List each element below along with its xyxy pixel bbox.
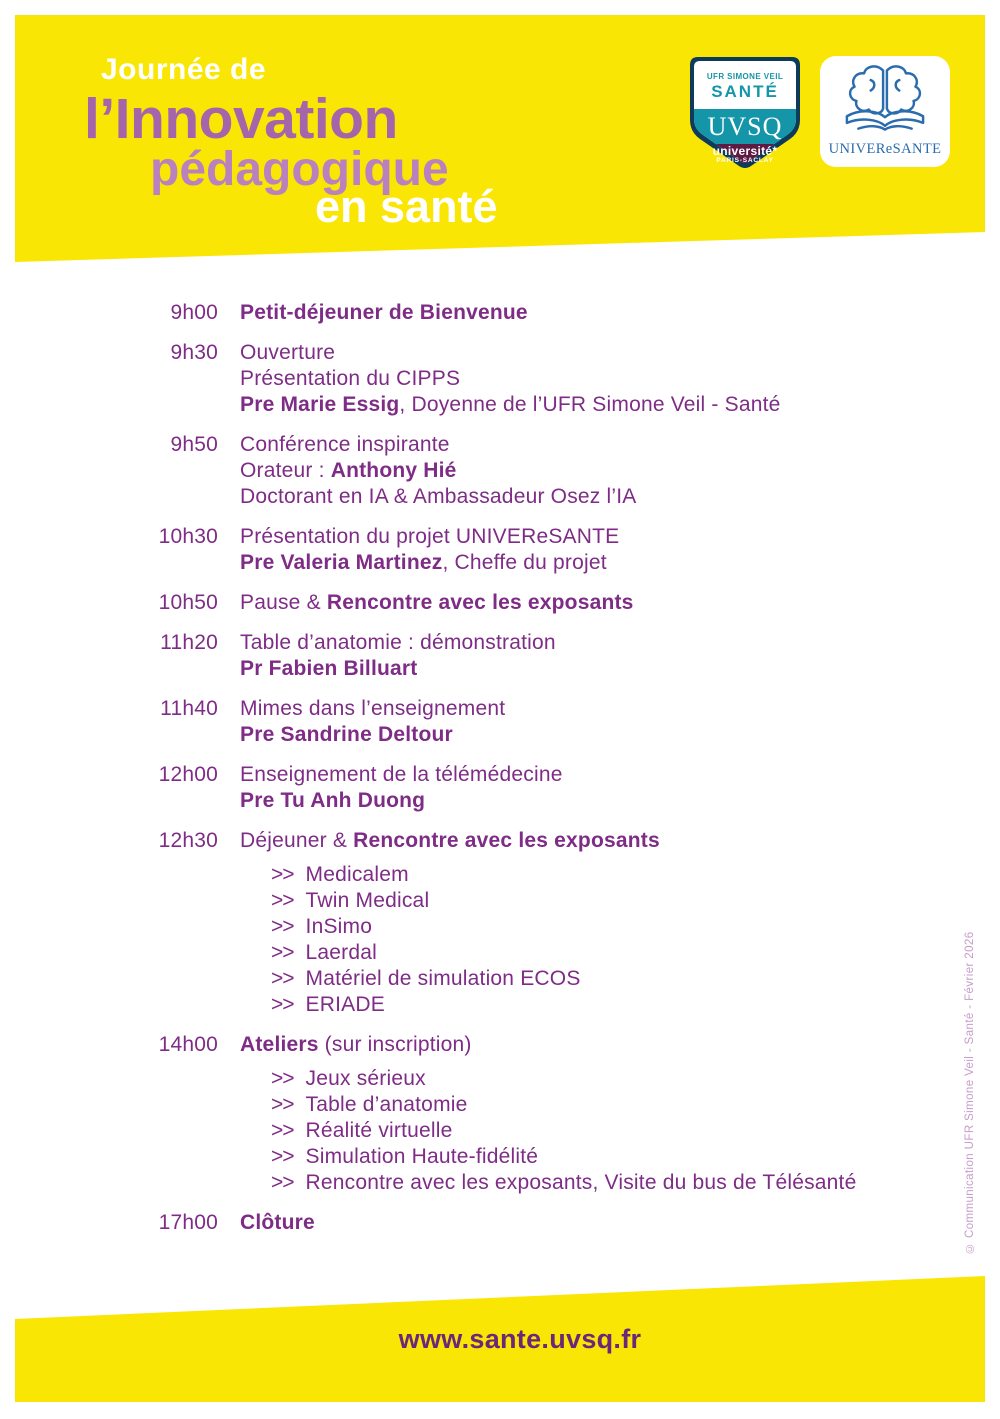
bullet-text: InSimo [305,915,373,938]
schedule-line [240,300,970,326]
schedule-line [240,550,970,576]
credit-vertical-text: © Communication UFR Simone Veil - Santé - Février 2026 [964,931,976,1254]
schedule-text-bold: Pre Valeria Martinez [240,551,443,574]
schedule-bullet-item [240,1066,970,1092]
schedule-time: 10h50 [158,591,218,614]
uvsq-sante-label: SANTÉ [711,82,779,101]
schedule-line [240,696,970,722]
schedule-line [240,340,970,366]
schedule-text: Mimes dans l’enseignement [240,697,506,720]
schedule-entry-content [240,300,970,326]
schedule-text: Déjeuner & [240,829,354,852]
schedule-entry [140,340,970,418]
schedule-entry-content [240,1032,970,1196]
schedule-text-bold: Pre Sandrine Deltour [240,723,453,746]
schedule-text: Enseignement de la télémédecine [240,763,563,786]
bullet-text: Réalité virtuelle [305,1119,453,1142]
schedule-entry-content [240,340,970,418]
double-chevron-icon: >> [271,967,294,990]
schedule-text: Doctorant en IA & Ambassadeur Osez l’IA [240,485,637,508]
bullet-text: ERIADE [305,993,385,1016]
schedule-bullet-item [240,1170,970,1196]
schedule-text: Orateur : [240,459,331,482]
uvsq-paris-saclay-label: PARIS-SACLAY [716,157,774,164]
double-chevron-icon: >> [271,993,294,1016]
schedule-text-bold: Rencontre avec les exposants [326,591,634,614]
schedule-text: , Doyenne de l’UFR Simone Veil - Santé [399,393,781,416]
schedule-bullet-group [240,1066,970,1196]
schedule-entry-content [240,524,970,576]
schedule-bullet-item [240,914,970,940]
schedule-line [240,392,970,418]
schedule-time: 9h50 [170,433,218,456]
schedule-bullet-item [240,940,970,966]
schedule-line [240,762,970,788]
schedule-time: 9h30 [170,341,218,364]
title-line-pedagogique: pédagogique [150,143,449,196]
schedule-text-bold: Pre Marie Essig [240,393,400,416]
double-chevron-icon: >> [271,1145,294,1168]
schedule-time: 11h20 [160,631,218,654]
uvsq-ufr-simone-veil-label: UFR SIMONE VEIL [706,72,784,81]
schedule-entry-content [240,432,970,510]
double-chevron-icon: >> [271,1119,294,1142]
title-line-en-sante: en santé [315,181,498,232]
schedule-time: 11h40 [160,697,218,720]
schedule-bullet-item [240,888,970,914]
title-line-journee-de: Journée de [101,53,267,86]
uvsq-logo [690,57,800,172]
double-chevron-icon: >> [271,1171,294,1194]
schedule-bullet-item [240,1144,970,1170]
schedule-text: Pause & [240,591,327,614]
schedule-text: Ouverture [240,341,336,364]
bullet-text: Table d’anatomie [305,1093,468,1116]
uvsq-acronym-label: UVSQ [707,112,783,141]
brain-book-icon [839,61,931,141]
schedule-text-bold: Clôture [240,1211,315,1234]
schedule-line [240,1210,970,1236]
schedule-list [140,300,970,1250]
schedule-text: Présentation du projet UNIVEReSANTE [240,525,620,548]
schedule-entry [140,828,970,1018]
schedule-bullet-item [240,1118,970,1144]
schedule-text-bold: Ateliers [240,1033,319,1056]
schedule-entry [140,432,970,510]
schedule-bullet-item [240,992,970,1018]
schedule-line [240,788,970,814]
schedule-text: Conférence inspirante [240,433,450,456]
bullet-text: Twin Medical [305,889,430,912]
schedule-text-bold: Petit-déjeuner de Bienvenue [240,301,528,324]
schedule-entry-content [240,630,970,682]
schedule-text-bold: Pr Fabien Billuart [240,657,418,680]
schedule-text-bold: Pre Tu Anh Duong [240,789,426,812]
bullet-text: Medicalem [305,863,409,886]
schedule-time: 10h30 [158,525,218,548]
schedule-entry-content [240,828,970,1018]
schedule-time: 12h30 [158,829,218,852]
schedule-entry-content [240,762,970,814]
schedule-entry [140,1032,970,1196]
schedule-entry [140,1210,970,1236]
universante-name-label: UNIVEReSANTE [828,141,942,157]
bullet-text: Jeux sérieux [305,1067,426,1090]
schedule-line [240,484,970,510]
double-chevron-icon: >> [271,863,294,886]
schedule-line [240,630,970,656]
schedule-entry-content [240,696,970,748]
schedule-line [240,366,970,392]
schedule-line [240,590,970,616]
schedule-entry-content [240,1210,970,1236]
schedule-line [240,656,970,682]
schedule-time: 9h00 [170,301,218,324]
website-url: www.sante.uvsq.fr [398,1324,642,1354]
schedule-line [240,722,970,748]
schedule-line [240,1032,970,1058]
double-chevron-icon: >> [271,1093,294,1116]
double-chevron-icon: >> [271,941,294,964]
schedule-time: 12h00 [158,763,218,786]
schedule-bullet-item [240,1092,970,1118]
title-line-innovation: l’Innovation [84,87,398,151]
schedule-entry-content [240,590,970,616]
schedule-time: 17h00 [158,1211,218,1234]
universante-logo [820,56,950,167]
schedule-entry [140,762,970,814]
bullet-text: Rencontre avec les exposants, Visite du bus de Télésanté [305,1171,857,1194]
bullet-text: Simulation Haute-fidélité [305,1145,539,1168]
schedule-time: 14h00 [158,1033,218,1056]
schedule-bullet-item [240,966,970,992]
schedule-text-bold: Rencontre avec les exposants [353,829,660,852]
schedule-bullet-item [240,862,970,888]
schedule-entry [140,696,970,748]
schedule-text-bold: Anthony Hié [330,459,457,482]
schedule-entry [140,300,970,326]
schedule-text: Présentation du CIPPS [240,367,461,390]
bullet-text: Matériel de simulation ECOS [305,967,581,990]
double-chevron-icon: >> [271,915,294,938]
schedule-entry [140,630,970,682]
double-chevron-icon: >> [271,889,294,912]
schedule-bullet-group [240,862,970,1018]
schedule-text: Table d’anatomie : démonstration [240,631,556,654]
uvsq-universite-label: université* [712,144,778,158]
schedule-entry [140,590,970,616]
schedule-entry [140,524,970,576]
double-chevron-icon: >> [271,1067,294,1090]
schedule-text: , Cheffe du projet [442,551,607,574]
schedule-line [240,524,970,550]
bullet-text: Laerdal [305,941,377,964]
schedule-line [240,458,970,484]
schedule-line [240,828,970,854]
schedule-text: (sur inscription) [318,1033,472,1056]
schedule-line [240,432,970,458]
